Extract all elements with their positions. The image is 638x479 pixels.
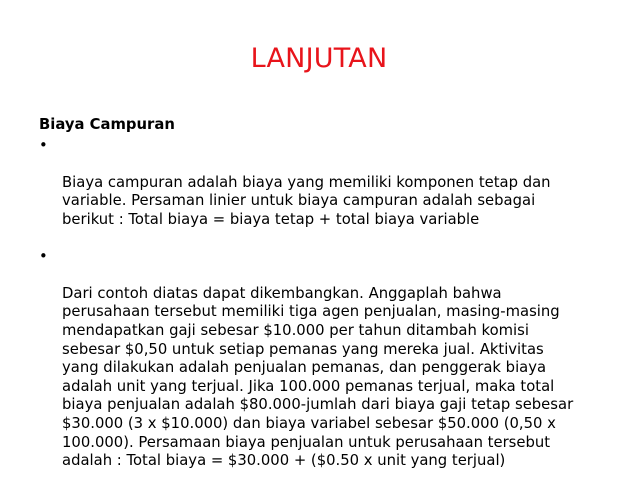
bullet-icon: • (39, 247, 48, 265)
slide-title: LANJUTAN (250, 43, 388, 74)
bullet-text: Biaya campuran adalah biaya yang memiliki komponen tetap dan variable. Persaman linier untuk biaya campuran adalah sebagai berikut : Total biaya = biaya tetap + total biaya variable (62, 173, 551, 228)
bullet-item-example (39, 248, 604, 471)
bullet-icon: • (39, 136, 48, 154)
slide-body (39, 116, 604, 471)
bullet-text: Dari contoh diatas dapat dikembangkan. Anggaplah bahwa perusahaan tersebut memiliki tiga agen penjualan, masing-masing mendapatkan gaji sebesar $10.000 per tahun ditambah komisi sebesar $0,50 untuk setiap pemanas yang mereka jual. Aktivitas yang dilakukan adalah penjualan pemanas, dan penggerak biaya adalah unit yang terjual. Jika 100.000 pemanas terjual, maka total biaya penjualan adalah $80.000-jumlah dari biaya gaji tetap sebesar $30.000 (3 x $10.000) dan biaya variabel sebesar $50.000 (0,50 x 100.000). Persamaan biaya penjualan untuk perusahaan tersebut adalah : Total biaya = $30.000 + ($0.50 x unit yang terjual) (62, 284, 574, 470)
subheading: Biaya Campuran (39, 116, 175, 133)
bullet-item-mixed-cost-definition (39, 137, 604, 230)
